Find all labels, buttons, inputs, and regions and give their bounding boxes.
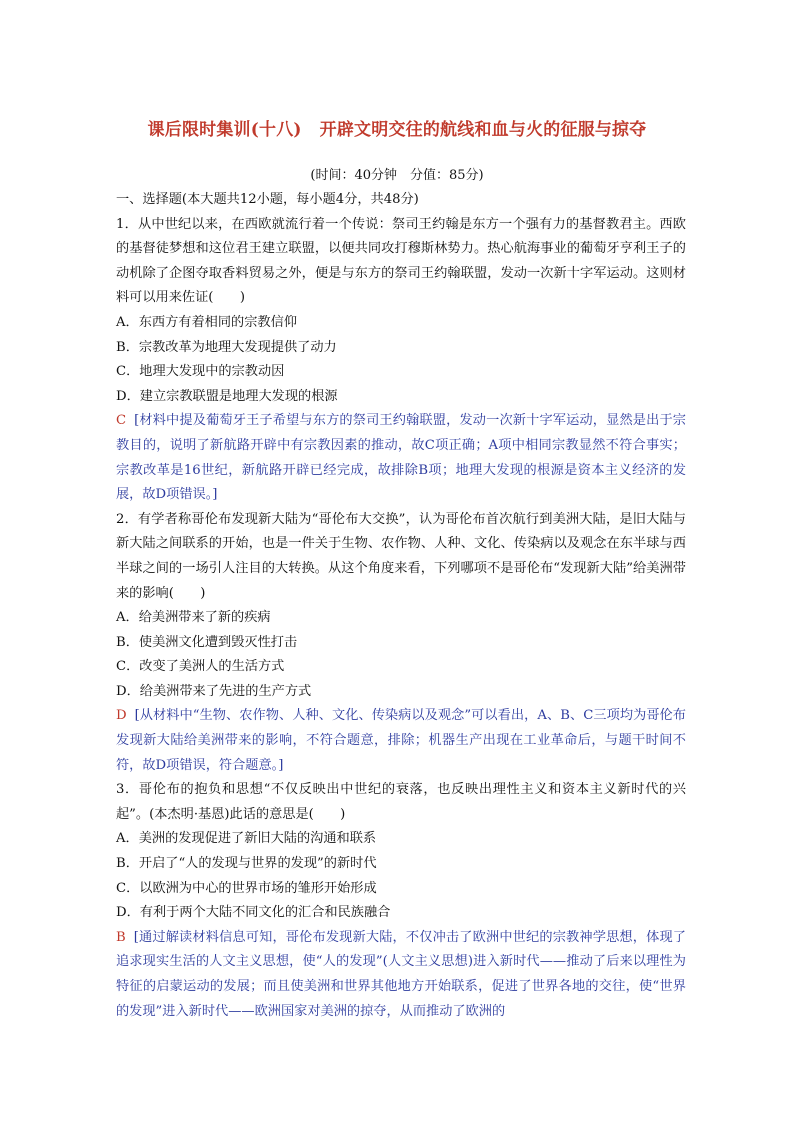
question-1-option-d: D．建立宗教联盟是地理大发现的根源 [116, 388, 338, 404]
question-2-option-b: B．使美洲文化遭到毁灭性打击 [116, 634, 298, 650]
answer-letter: C [116, 413, 127, 429]
question-2-option-a: A．给美洲带来了新的疾病 [116, 610, 271, 626]
question-3-stem: 3．哥伦布的抱负和思想“不仅反映出中世纪的衰落，也反映出理性主义和资本主义新时代的兴起”。(本杰明·基恩)此话的意思是( ) [116, 782, 686, 822]
question-2-option-d: D．给美洲带来了先进的生产方式 [116, 683, 312, 699]
answer-letter: B [116, 929, 126, 945]
question-2-stem: 2．有学者称哥伦布发现新大陆为“哥伦布大交换”，认为哥伦布首次航行到美洲大陆，是旧大陆与新大陆之间联系的开始，也是一件关于生物、农作物、人种、文化、传染病以及观念在东半球与西半球之间的一场引人注目的大转换。从这个角度来看，下列哪项不是哥伦布“发现新大陆”给美洲带来的影响( ) [116, 511, 686, 601]
question-3-option-b: B．开启了“人的发现与世界的发现”的新时代 [116, 856, 377, 872]
answer-explanation: [材料中提及葡萄牙王子希望与东方的祭司王约翰联盟，发动一次新十字军运动，显然是出于宗教目的，说明了新航路开辟中有宗教因素的推动，故C项正确；A项中相同宗教显然不符合事实；宗教改革是16世纪，新航路开辟已经完成，故排除B项；地理大发现的根源是资本主义经济的发展，故D项错误。] [116, 413, 686, 503]
question-2-option-c: C．改变了美洲人的生活方式 [116, 659, 285, 675]
answer-explanation: [通过解读材料信息可知，哥伦布发现新大陆，不仅冲击了欧洲中世纪的宗教神学思想，体现了追求现实生活的人文主义思想，使“人的发现”(人文主义思想)进入新时代——推动了后来以理性为特征的启蒙运动的发展；而且使美洲和世界其他地方开始联系，促进了世界各地的交往，使“世界的发现”进入新时代——欧洲国家对美洲的掠夺，从而推动了欧洲的 [116, 929, 686, 1019]
question-2-answer [116, 704, 686, 778]
question-3-option-a: A．美洲的发现促进了新旧大陆的沟通和联系 [116, 831, 377, 847]
title-series: 课后限时集训(十八) [147, 120, 302, 140]
question-3-option-c: C．以欧洲为中心的世界市场的雏形开始形成 [116, 880, 377, 896]
section-heading: 一、选择题(本大题共12小题，每小题4分，共48分) [116, 192, 419, 207]
question-3-option-d: D．有利于两个大陆不同文化的汇合和民族融合 [116, 905, 391, 921]
question-1-stem: 1．从中世纪以来，在西欧就流行着一个传说：祭司王约翰是东方一个强有力的基督教君主。西欧的基督徒梦想和这位君王建立联盟，以便共同攻打穆斯林势力。热心航海事业的葡萄牙亨利王子的动机除了企图夺取香料贸易之外，便是与东方的祭司王约翰联盟，发动一次新十字军运动。这则材料可以用来佐证( ) [116, 216, 686, 306]
title-topic: 开辟文明交往的航线和血与火的征服与掠夺 [319, 120, 647, 140]
document-body [116, 188, 686, 1024]
answer-explanation: [从材料中“生物、农作物、人种、文化、传染病以及观念”可以看出，A、B、C三项均为哥伦布发现新大陆给美洲带来的影响，不符合题意，排除；机器生产出现在工业革命后，与题干时间不符，故D项错误，符合题意。] [116, 708, 686, 773]
question-3-answer [116, 926, 686, 1024]
question-1-option-a: A．东西方有着相同的宗教信仰 [116, 314, 297, 330]
time-score-info: (时间：40分钟 分值：85分) [310, 168, 484, 183]
question-1-option-b: B．宗教改革为地理大发现提供了动力 [116, 339, 337, 355]
page-title [0, 115, 794, 140]
question-1-option-c: C．地理大发现中的宗教动因 [116, 364, 285, 380]
answer-letter: D [116, 708, 127, 724]
question-1-answer [116, 409, 686, 507]
